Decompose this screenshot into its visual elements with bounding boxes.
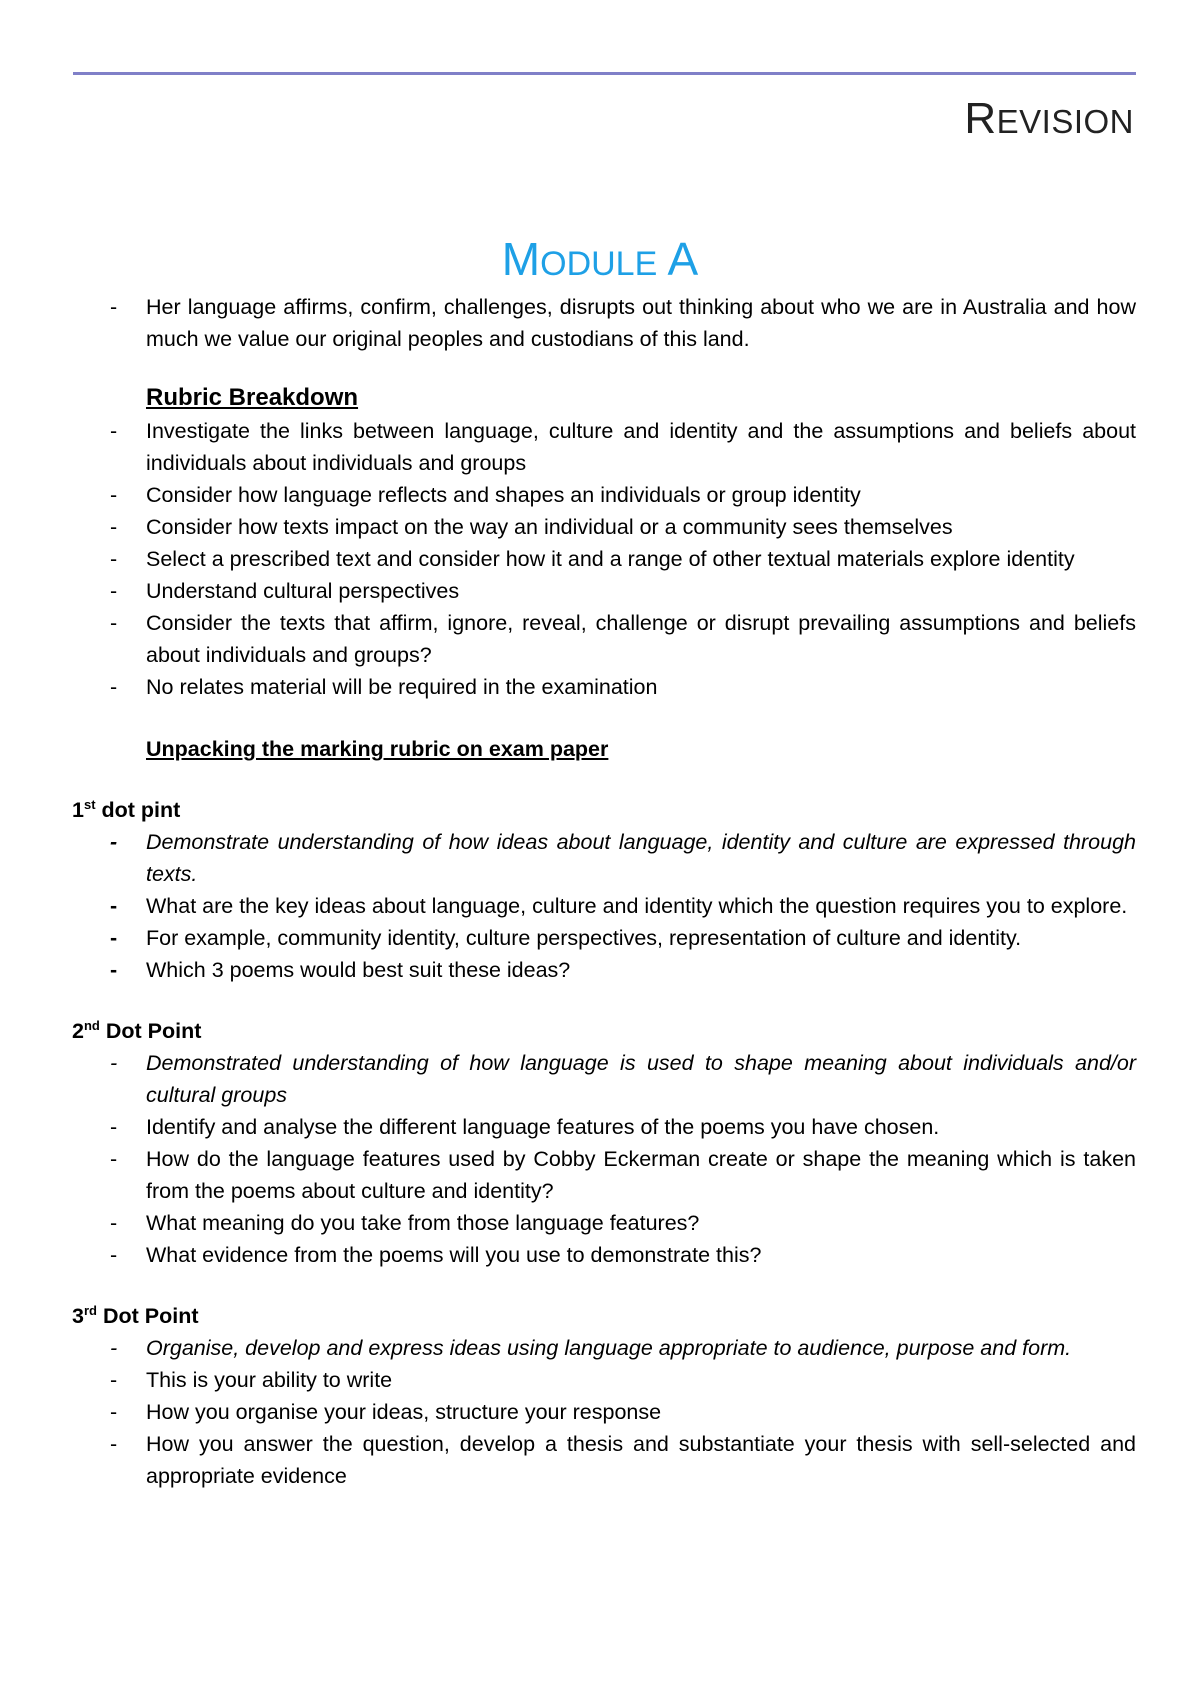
list-item: - Consider the texts that affirm, ignore, reveal, challenge or disrupt prevailing assumptions and beliefs about individuals and groups? bbox=[108, 607, 1136, 671]
list-item: - Consider how texts impact on the way an individual or a community sees themselves bbox=[108, 511, 1136, 543]
list-item: - How do the language features used by Cobby Eckerman create or shape the meaning which is taken from the poems about culture and identity? bbox=[108, 1143, 1136, 1207]
header-rule bbox=[73, 72, 1136, 75]
list-item: - No relates material will be required in the examination bbox=[108, 671, 1136, 703]
list-item: - Her language affirms, confirm, challenges, disrupts out thinking about who we are in Australia and how much we value our original peoples and custodians of this land. bbox=[108, 291, 1136, 355]
dot-point-1-list bbox=[108, 826, 1136, 986]
document-body bbox=[72, 291, 1136, 1492]
list-item: - What evidence from the poems will you use to demonstrate this? bbox=[108, 1239, 1136, 1271]
page-header-title: REVISION bbox=[964, 94, 1134, 143]
list-item: - Consider how language reflects and shapes an individuals or group identity bbox=[108, 479, 1136, 511]
list-item: - How you organise your ideas, structure your response bbox=[108, 1396, 1136, 1428]
dot-point-3-list bbox=[108, 1332, 1136, 1492]
list-item-lead: - Demonstrated understanding of how language is used to shape meaning about individuals and/or cultural groups bbox=[108, 1047, 1136, 1111]
list-item-lead: - Demonstrate understanding of how ideas about language, identity and culture are expressed through texts. bbox=[108, 826, 1136, 890]
dot-point-3-heading: 3rd Dot Point bbox=[72, 1303, 199, 1329]
dot-point-2-heading: 2nd Dot Point bbox=[72, 1018, 202, 1044]
list-item: - Which 3 poems would best suit these ideas? bbox=[108, 954, 1136, 986]
intro-list bbox=[108, 291, 1136, 355]
module-title: MODULE A bbox=[501, 233, 699, 285]
dot-point-2-list bbox=[108, 1047, 1136, 1271]
unpacking-heading: Unpacking the marking rubric on exam paper bbox=[146, 737, 609, 761]
list-item: - Identify and analyse the different language features of the poems you have chosen. bbox=[108, 1111, 1136, 1143]
list-item: - What meaning do you take from those language features? bbox=[108, 1207, 1136, 1239]
list-item: - This is your ability to write bbox=[108, 1364, 1136, 1396]
rubric-heading: Rubric Breakdown bbox=[146, 384, 359, 411]
dot-point-1-heading: 1st dot pint bbox=[72, 797, 181, 823]
list-item: - How you answer the question, develop a thesis and substantiate your thesis with sell-selected and appropriate evidence bbox=[108, 1428, 1136, 1492]
rubric-list bbox=[108, 415, 1136, 703]
list-item: - What are the key ideas about language, culture and identity which the question requires you to explore. bbox=[108, 890, 1136, 922]
list-item: - Investigate the links between language, culture and identity and the assumptions and beliefs about individuals about individuals and groups bbox=[108, 415, 1136, 479]
list-item: - Understand cultural perspectives bbox=[108, 575, 1136, 607]
list-item: - Select a prescribed text and consider how it and a range of other textual materials explore identity bbox=[108, 543, 1136, 575]
list-item: - For example, community identity, culture perspectives, representation of culture and identity. bbox=[108, 922, 1136, 954]
list-item-lead: - Organise, develop and express ideas using language appropriate to audience, purpose and form. bbox=[108, 1332, 1136, 1364]
